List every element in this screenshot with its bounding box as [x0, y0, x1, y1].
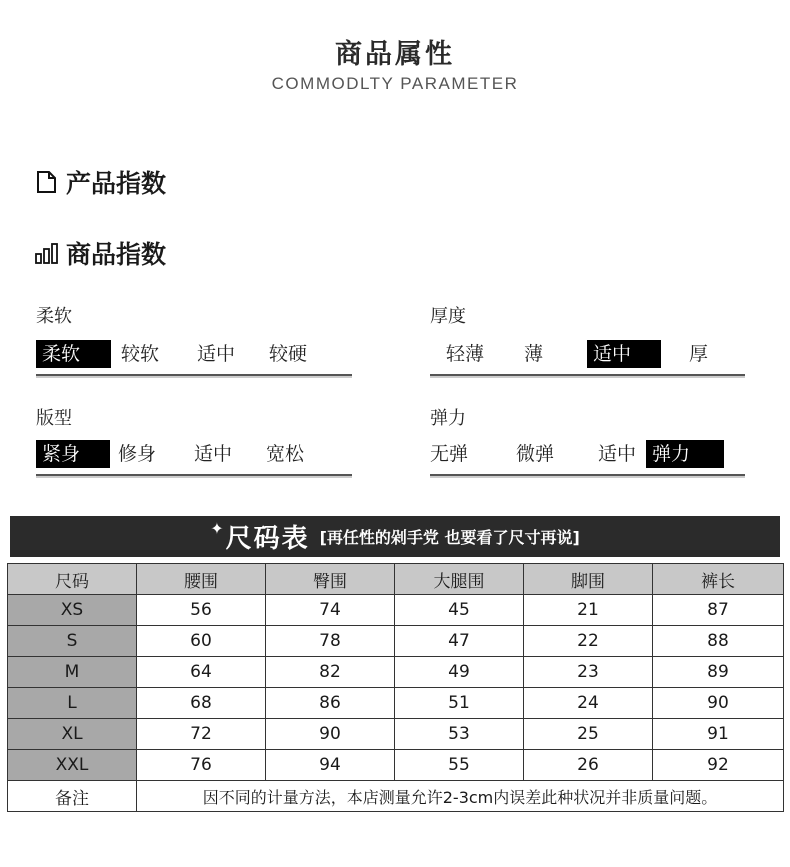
fit-option-selected: 紧身 — [36, 440, 110, 468]
table-row — [8, 750, 784, 781]
note-row — [8, 781, 784, 812]
measurement-cell: 78 — [266, 626, 395, 657]
measurement-cell: 21 — [524, 595, 653, 626]
size-cell: S — [8, 626, 137, 657]
page-title: 商品属性 — [335, 39, 455, 70]
document-icon — [34, 169, 60, 195]
measurement-cell: 53 — [395, 719, 524, 750]
measurement-cell: 72 — [137, 719, 266, 750]
softness-divider — [36, 374, 352, 376]
softness-option-selected: 柔软 — [36, 340, 111, 368]
fit-option: 宽松 — [266, 443, 305, 465]
measurement-cell: 24 — [524, 688, 653, 719]
note-text: 因不同的计量方法，本店测量允许2-3cm内误差此种状况并非质量问题。 — [137, 781, 784, 812]
softness-option: 较硬 — [269, 343, 308, 365]
measurement-cell: 76 — [137, 750, 266, 781]
measurement-cell: 56 — [137, 595, 266, 626]
column-header: 臀围 — [266, 564, 395, 595]
measurement-cell: 90 — [266, 719, 395, 750]
note-label: 备注 — [8, 781, 137, 812]
page-subtitle: COMMODLTY PARAMETER — [271, 74, 519, 93]
section-product-index — [34, 164, 166, 200]
thickness-label: 厚度 — [430, 306, 466, 327]
measurement-cell: 25 — [524, 719, 653, 750]
table-row — [8, 657, 784, 688]
thickness-divider — [430, 374, 745, 376]
measurement-cell: 88 — [653, 626, 784, 657]
size-table — [7, 563, 784, 812]
softness-option: 较软 — [121, 343, 160, 365]
fit-option: 适中 — [194, 443, 233, 465]
thickness-option: 厚 — [689, 343, 709, 365]
section-goods-index — [34, 235, 166, 271]
size-cell: L — [8, 688, 137, 719]
table-header-row — [8, 564, 784, 595]
measurement-cell: 45 — [395, 595, 524, 626]
elasticity-option: 微弹 — [516, 443, 555, 465]
measurement-cell: 86 — [266, 688, 395, 719]
size-cell: XXL — [8, 750, 137, 781]
table-row — [8, 626, 784, 657]
sparkle-icon: ✦ — [210, 519, 224, 538]
measurement-cell: 90 — [653, 688, 784, 719]
table-row — [8, 719, 784, 750]
elasticity-option-selected: 弹力 — [646, 440, 724, 468]
measurement-cell: 47 — [395, 626, 524, 657]
measurement-cell: 49 — [395, 657, 524, 688]
measurement-cell: 51 — [395, 688, 524, 719]
size-cell: M — [8, 657, 137, 688]
fit-label: 版型 — [36, 408, 72, 429]
elasticity-label: 弹力 — [430, 408, 466, 429]
measurement-cell: 82 — [266, 657, 395, 688]
measurement-cell: 87 — [653, 595, 784, 626]
size-cell: XL — [8, 719, 137, 750]
thickness-option-selected: 适中 — [587, 340, 661, 368]
measurement-cell: 22 — [524, 626, 653, 657]
section-label: 商品指数 — [66, 240, 167, 269]
softness-options — [36, 337, 313, 371]
elasticity-option: 适中 — [598, 443, 637, 465]
measurement-cell: 94 — [266, 750, 395, 781]
measurement-cell: 91 — [653, 719, 784, 750]
fit-options — [36, 437, 310, 471]
bar-chart-icon — [34, 240, 60, 266]
column-header: 脚围 — [524, 564, 653, 595]
measurement-cell: 64 — [137, 657, 266, 688]
column-header: 大腿围 — [395, 564, 524, 595]
table-row — [8, 688, 784, 719]
measurement-cell: 23 — [524, 657, 653, 688]
size-chart-banner — [10, 516, 780, 557]
elasticity-option: 无弹 — [430, 443, 469, 465]
size-cell: XS — [8, 595, 137, 626]
column-header: 腰围 — [137, 564, 266, 595]
softness-option: 适中 — [197, 343, 236, 365]
softness-label: 柔软 — [36, 306, 72, 327]
measurement-cell: 55 — [395, 750, 524, 781]
measurement-cell: 89 — [653, 657, 784, 688]
column-header: 尺码 — [8, 564, 137, 595]
thickness-options — [430, 337, 714, 371]
fit-option: 修身 — [118, 443, 157, 465]
measurement-cell: 74 — [266, 595, 395, 626]
thickness-option: 轻薄 — [446, 343, 485, 365]
measurement-cell: 92 — [653, 750, 784, 781]
measurement-cell: 60 — [137, 626, 266, 657]
fit-divider — [36, 474, 352, 476]
column-header: 裤长 — [653, 564, 784, 595]
measurement-cell: 68 — [137, 688, 266, 719]
elasticity-divider — [430, 474, 745, 476]
section-label: 产品指数 — [66, 169, 167, 198]
thickness-option: 薄 — [524, 343, 544, 365]
table-row — [8, 595, 784, 626]
size-chart-subtitle: [再任性的剁手党 也要看了尺寸再说] — [319, 528, 580, 547]
measurement-cell: 26 — [524, 750, 653, 781]
size-chart-title: 尺码表 — [225, 524, 310, 554]
elasticity-options — [430, 437, 724, 471]
